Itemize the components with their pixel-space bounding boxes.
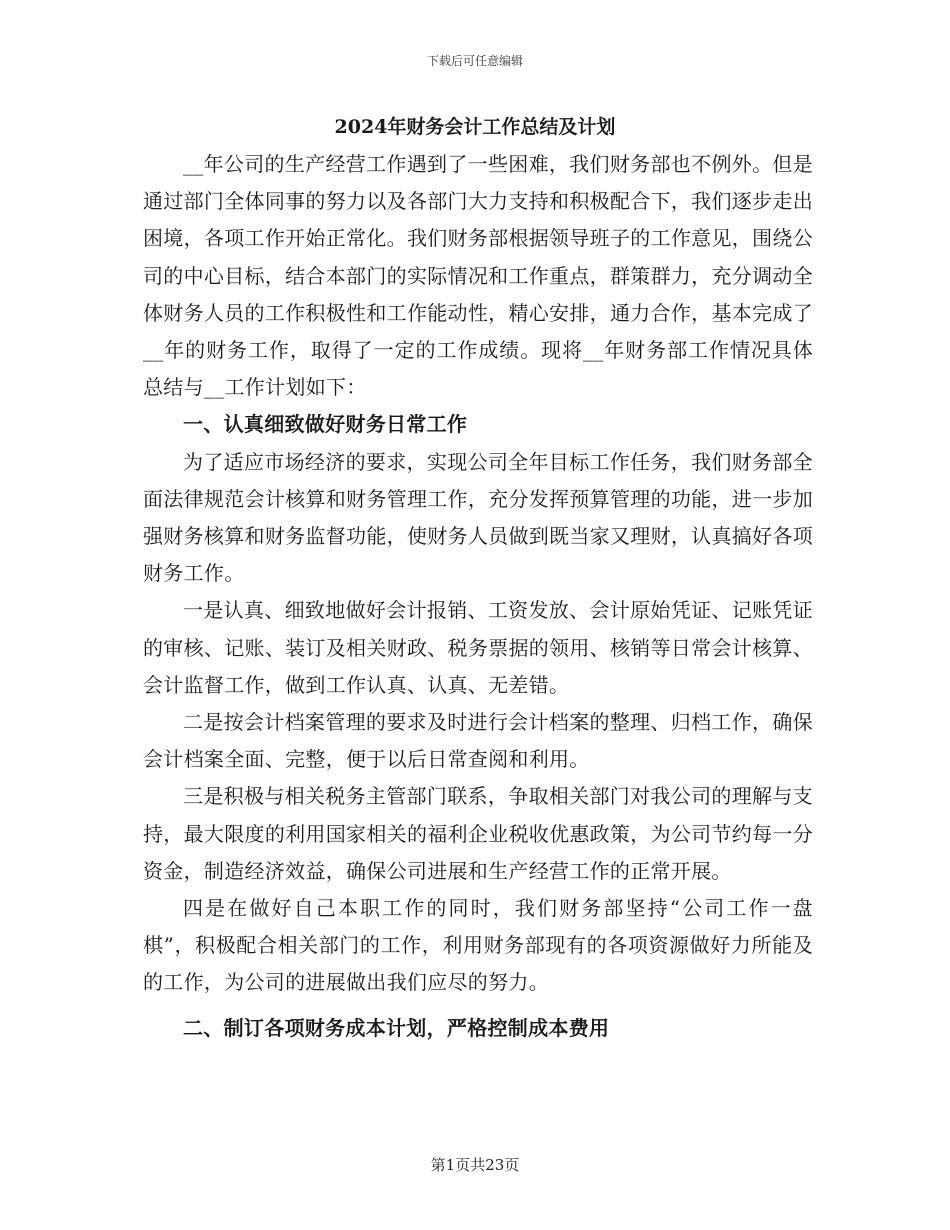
page-header-note: 下载后可任意编辑: [426, 54, 523, 68]
section-1-paragraph: 为了适应市场经济的要求，实现公司全年目标工作任务，我们财务部全面法律规范会计核算和财务管理工作，充分发挥预算管理的功能，进一步加强财务核算和财务监督功能，使财务人员做到既当家又理财，认真搞好各项财务工作。: [143, 449, 813, 586]
page-number: 第1页共23页: [430, 1156, 520, 1174]
document-title: 2024年财务会计工作总结及计划: [334, 116, 616, 138]
item-1-paragraph: 一是认真、细致地做好会计报销、工资发放、会计原始凭证、记账凭证的审核、记账、装订及相关财政、税务票据的领用、核销等日常会计核算、会计监督工作，做到工作认真、认真、无差错。: [143, 598, 813, 697]
section-heading-2: 二、制订各项财务成本计划，严格控制成本费用: [183, 1015, 610, 1040]
section-heading-1: 一、认真细致做好财务日常工作: [183, 412, 468, 437]
document-body: [143, 146, 813, 1047]
item-3-paragraph: 三是积极与相关税务主管部门联系，争取相关部门对我公司的理解与支持，最大限度的利用国家相关的福利企业税收优惠政策，为公司节约每一分资金，制造经济效益，确保公司进展和生产经营工作的正常开展。: [143, 784, 813, 883]
item-4-paragraph: 四是在做好自己本职工作的同时，我们财务部坚持“公司工作一盘棋”，积极配合相关部门的工作，利用财务部现有的各项资源做好力所能及的工作，为公司的进展做出我们应尽的努力。: [143, 896, 813, 995]
intro-paragraph: __年公司的生产经营工作遇到了一些困难，我们财务部也不例外。但是通过部门全体同事的努力以及各部门大力支持和积极配合下，我们逐步走出困境，各项工作开始正常化。我们财务部根据领导班子的工作意见，围绕公司的中心目标，结合本部门的实际情况和工作重点，群策群力，充分调动全体财务人员的工作积极性和工作能动性，精心安排，通力合作，基本完成了__年的财务工作，取得了一定的工作成绩。现将__年财务部工作情况具体总结与__工作计划如下：: [143, 152, 813, 400]
item-2-paragraph: 二是按会计档案管理的要求及时进行会计档案的整理、归档工作，确保会计档案全面、完整，便于以后日常查阅和利用。: [143, 710, 813, 772]
